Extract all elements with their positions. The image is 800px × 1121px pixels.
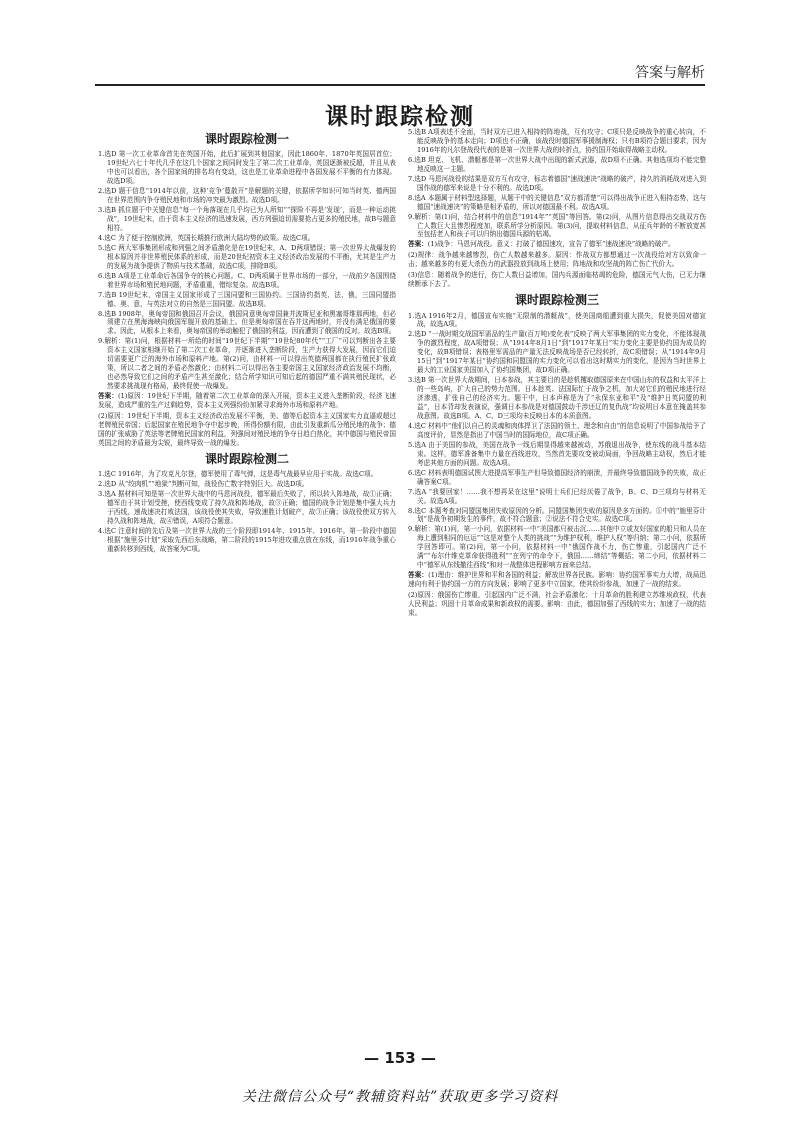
list-item: 3.选A 据材料可知是第一次世界大战中的马恩河战役，德军最后失败了，所以转入阵地战，故①正确；德军由于其计划受挫，使西线变成了持久战和阵地战，故③正确；德国的战争计划是集中强大兵力于西线，速战速决打败法国，该战役使其失败，导致速胜计划破产，故③正确；该战役使双方转入持久战和阵地战，故④错误，A项符合题意。 [98, 490, 396, 525]
answer-text: (2)原因：俄国伤亡惨重，引起国内广泛不满，社会矛盾激化；十月革命的胜利建立苏维埃政权，代表人民利益；巩固十月革命成果和新政权的需要。影响：由此，德国加强了西线的实力；加速了一战的结束。 [408, 591, 706, 618]
list-item: 6.选C 材料表明德国试图大进提高军事生产但导致德国经济的崩溃，并最终导致德国战争的失败，故正确答案C项。 [408, 468, 706, 486]
footer-note: 关注微信公众号“教辅资料站”获取更多学习资料 [241, 1089, 559, 1105]
answer-label: 答案： [98, 392, 119, 401]
list-item: 2.选D “一战时期交战国军需品的生产量(百万吨)变化表”反映了两大军事集团的实力变化，不能体现战争的激烈程度，故A项错误；从“1914年8月1日”到“1917年某日”实力变化主要是协约国为成员的变化，故B项错误；表格里军需品的产量无法反映战场是否已经转折，故C项错误；从“1914年9月15日”到“1917年某日”协约国和同盟国的实力变化可以看出这时期实力的变化，是因为当时世界上最大的工业国家美国加入了协约国集团，故D项正确。 [408, 330, 706, 375]
list-item: 9.解析：第(1)问，根据材料一所给的时间“19世纪下半期”“19世纪80年代”“工厂”可以判断出各主要资本主义国家相继开始了第二次工业革命，并逐渐进入垄断阶段，生产力获得大发展，因而它们迫切需要更广泛的海外市场和原料产地。第(2)问，由材料一可以得出英德两国都在执行殖民扩张政策，所以二者之间的矛盾必然激化；由材料二可以得出各主要帝国主义国家经济政治发展不均衡，也必然导致它们之间的矛盾产生甚至激化；结合所学知识可知后起的德国严重不满其殖民现状，必然要求挑战现有格局，最终促使一战爆发。 [98, 337, 396, 391]
answer-label: 答案： [408, 240, 428, 249]
answer-text: (3)信息：随着战争的进行，伤亡人数日益增加，国内兵源面临枯竭的危险，德国元气大伤，已无力继续断承下去了。 [408, 271, 706, 289]
left-column [98, 128, 396, 1028]
answer-block [408, 240, 706, 249]
list-item: 3.选B 抓住题干中关键信息“每一个角落现在几乎均已为人所知”“探险不再是‘发现’，而是一种运动挑战”，19世纪末，由于资本主义经济的迅速发展，西方列强迫切需要抢占更多的殖民地，故B与题意相符。 [98, 206, 396, 232]
list-item: 8.选A 本题属于材料型选择题，从题干中的关键信息“双方都清楚”可以得出战争正进入相持态势，这与德国“速战速决”的策略是相矛盾的，所以对德国最不利。故选A项。 [408, 193, 706, 211]
list-item: 6.选B A项是工业革命后各国争夺的核心问题。C、D两项属于世界市场的一部分，一战前夕各国围绕着世界市场和殖民地问题，矛盾重重，错综复杂。故选B项。 [98, 271, 396, 289]
list-item: 7.选A “我要回家！……我不想再呆在这里”说明士兵们已经厌倦了战争，B、C、D三项均与材料无关。故选A项。 [408, 487, 706, 505]
section-title-2: 课时跟踪检测二 [204, 451, 289, 466]
page-title: 课时跟踪检测 [325, 104, 475, 130]
list-item: 4.选C 为了便于控制欧洲，英国长期推行欧洲大陆均势的政策。故选C项。 [98, 233, 315, 242]
section-title-1: 课时跟踪检测一 [204, 132, 289, 146]
answer-text: (1)战争：马恩河战役。意义：打破了德国速攻，宣告了德军“速战速决”战略的破产。 [427, 240, 675, 249]
list-item: 5.选A 由于美国的参战，美国在战争一线后期显得越来越被动，苏俄退出战争，使东线的战斗基本结束。这样，德军准备集中力量在西线进攻，当然首先要攻变被动局面，争回战略主动权，然后才能考虑其他方面的问题。故选A项。 [408, 440, 706, 467]
list-item: 5.选C 两大军事集团形成和列强之间矛盾激化是在19世纪末，A、D两项错误；第一次世界大战爆发的根本原因并非世界殖民体系的形成，而是20世纪初资本主义经济政治发展的不平衡，尤其是生产力的发展为战争提供了物质与技术基础，故选C项，排除B项。 [98, 243, 396, 270]
answer-text: (1)原因：19世纪下半期，随着第二次工业革命的深入开展，资本主义进入垄断阶段，经济飞速发展，造成严重的生产过剩趋势，资本主义列强纷纷加紧寻求海外市场和原料产地。 [98, 392, 396, 410]
list-item: 4.选C 材料中“他们以自己的灵魂和肉体捍卫了法国的领土、理念和自由”的信息说明了中国参战给予了高度评价，显然是指出了中国当时的国际地位，故C项正确。 [408, 421, 706, 439]
list-item: 8.选C 本题考查对同盟国集团失败原因的分析。同盟国集团失败的原因是多方面的。①中的“施里芬计划”是战争初期发生的事件，故不符合题意；②说法不符合史实。故选C项。 [408, 506, 706, 524]
list-item: 7.选D 马恩河战役的结果是双方互有攻守，标志着德国“速战速决”战略的破产，持久的消耗战对进入到国作战的德军来说是十分不利的。故选D项。 [408, 174, 706, 192]
list-item: 8.选B 1908年，奥匈帝国和俄国召开会议，俄国同意奥匈帝国兼并波斯尼亚和黑塞哥维那两地，但必须建立在黑海海峡向俄国军舰开放的基础上。但是奥匈帝国在吞并这两地时，并没有满足俄国的要求。因此，从根本上来看，奥匈帝国的举动触犯了俄国的利益，因而遭到了俄国的反对。故选B项。 [98, 309, 396, 336]
list-item: 1.选D 第一次工业革命首先在英国开始，此后扩展到其他国家，因此1860年、1870年英国居首位；19世纪六七十年代几乎在这几个国家之间同时发生了第二次工业革命，英国逐渐被反超，并且从表中也可以看出，各个国家间的排名均有变动，这也是工业革命进程中各国发展不平衡的有力体现。故选D项。 [98, 150, 396, 186]
list-item: 9.解析：第(1)问，结合材料中的信息“1914年”“英国”等回答。第(2)问，从图片信息得出交战双方伤亡人数巨大且惨烈程度加，联系所学分析原因。第(3)问，提取材料信息，从征兵年龄的不断放宽甚至包括老人和孩子可以归纳出德国兵源的枯竭。 [408, 212, 706, 239]
answer-block [408, 571, 706, 589]
right-column [408, 128, 706, 1028]
section-title-3: 课时跟踪检测三 [514, 293, 599, 308]
list-item: 1.选A 1916年2月，德国宣布实施“无限制的潜艇战”，使美国商船遭到重大损失，促使美国对德宣战，故选A项。 [408, 311, 706, 329]
list-item: 3.选B 第一次世界大战期间，日本参战，其主要目的是趁机攫取德国原来在中国山东的权益和太平洋上的一些岛屿，扩大自己的势力范围。日本趁英、法国际忙于战争之机，加大对它们的殖民地进行经济渗透，扩张自己的经济实力。题干中，日本声称是为了“永保东亚和平”及“维护日英同盟的利益”，日本背却发表演说，强调日本参战是对德国鼓动千涉还辽的复仇战”均说明日本意在掩盖其参战意图。故选B项。A、C、D三项均未反映日本的本质意图。 [408, 376, 706, 420]
list-item: 2.选D 题干信息“1914年以前，这种‘竞争’蔓散开”是解题的关键，依据所学知识可知当时英、德两国在世界范围内争夺殖民地和市场的冲突最为激烈。故选D项。 [98, 187, 396, 205]
page-header [95, 58, 705, 86]
answer-text: (1)理由：维护世界和平和各国的利益；解放世界各民族。影响：协约国军事实力大增，战局迅速向有利于协约国一方的方向发展；影响了更多中立国家，使其纷纷参战，加速了一战的结束。 [408, 571, 706, 589]
list-item: 6.选B 坦克、飞机、潜艇都是第一次世界大战中出现的新式武器，故D项不正确。其他选项均不能完整地反映这一主题。 [408, 155, 706, 173]
list-item: 9.解析：第(1)问，第一小问，依据材料一中“美国都只被击沉……其他中立或友好国家的船只和人员在海上遭到相同的厄运”“这是对整个人类的挑战”“为维护权利，维护人权”等归纳；第二小问，依据所学回答即可。第(2)问，第一小问，依据材料一中“俄国作战不力，伤亡惨重，引起国内广泛不满”“布尔什维克革命获得胜利”“在列宁的命令下，俄国……缔结”等概括；第二小问，依据材料二中“德军从东线撤往西线”和对一战整体进程影响方面来总结。 [408, 525, 706, 570]
list-item: 2.选D 从“绞肉机”“地狱”判断可知，战役伤亡数字特别巨大。故选D项。 [98, 480, 309, 489]
answer-text: (2)原因：19世纪下半期，资本主义经济政治发展不平衡，美、德等后起资本主义国家实力直逼或超过老牌殖民帝国；后起国家在殖民地争夺中起步晚，所得份额有限，由此引发重新瓜分殖民地的战争；德国的扩张威胁了英法等老牌殖民国家的利益，列强间对殖民地的争夺日趋白热化，其中德国与殖民帝国英国之间的矛盾最为尖锐，最终导致一战的爆发。 [98, 412, 396, 447]
answer-block [98, 392, 396, 410]
list-item: 5.选B A项表述不全面，当时双方已进入相持的阵地战，互有攻守；C项只是反映战争的重心转向，不能反映战争的基本走向；D项也不正确，该战役时德国军事援制海权；只有B项符合题目要求，因为1916年的凡尔登战役代表的是第一次世界大战的转折点，协约国开始取得战略主动权。 [408, 128, 706, 154]
list-item: 7.选B 19世纪末，帝国主义国家形成了三国同盟和三国协约。三国协约指英、法、俄，三国同盟指德、奥、意，与英法对立的自然是三国同盟。故选B项。 [98, 290, 396, 308]
page-number: — 153 — [364, 1049, 436, 1067]
answer-text: (2)规律：战争越来越惨烈，伤亡人数越来越多。原因：作战双方都想通过一次战役给对方以致命一击；越来越多的有更大杀伤力的武器投放到战场上使用；阵地战和攻坚战的阵亡伤亡代价大。 [408, 251, 706, 269]
list-item: 4.选C 注意时间的先后及第一次世界大战的三个阶段即1914年、1915年、1916年。第一阶段中德国根据“施里芬计划”采取先西后东战略，第二阶段的1915年进攻重点放在东线，而1916年战争重心重新转移到西线，故答案为C项。 [98, 526, 396, 553]
list-item: 1.选C 1916年，为了攻克凡尔登，德军使用了毒气弹，这是毒气战最早应用于实战。故选C项。 [98, 470, 378, 479]
answer-label: 答案： [408, 571, 429, 580]
section-label: 答案与解析 [635, 65, 705, 81]
